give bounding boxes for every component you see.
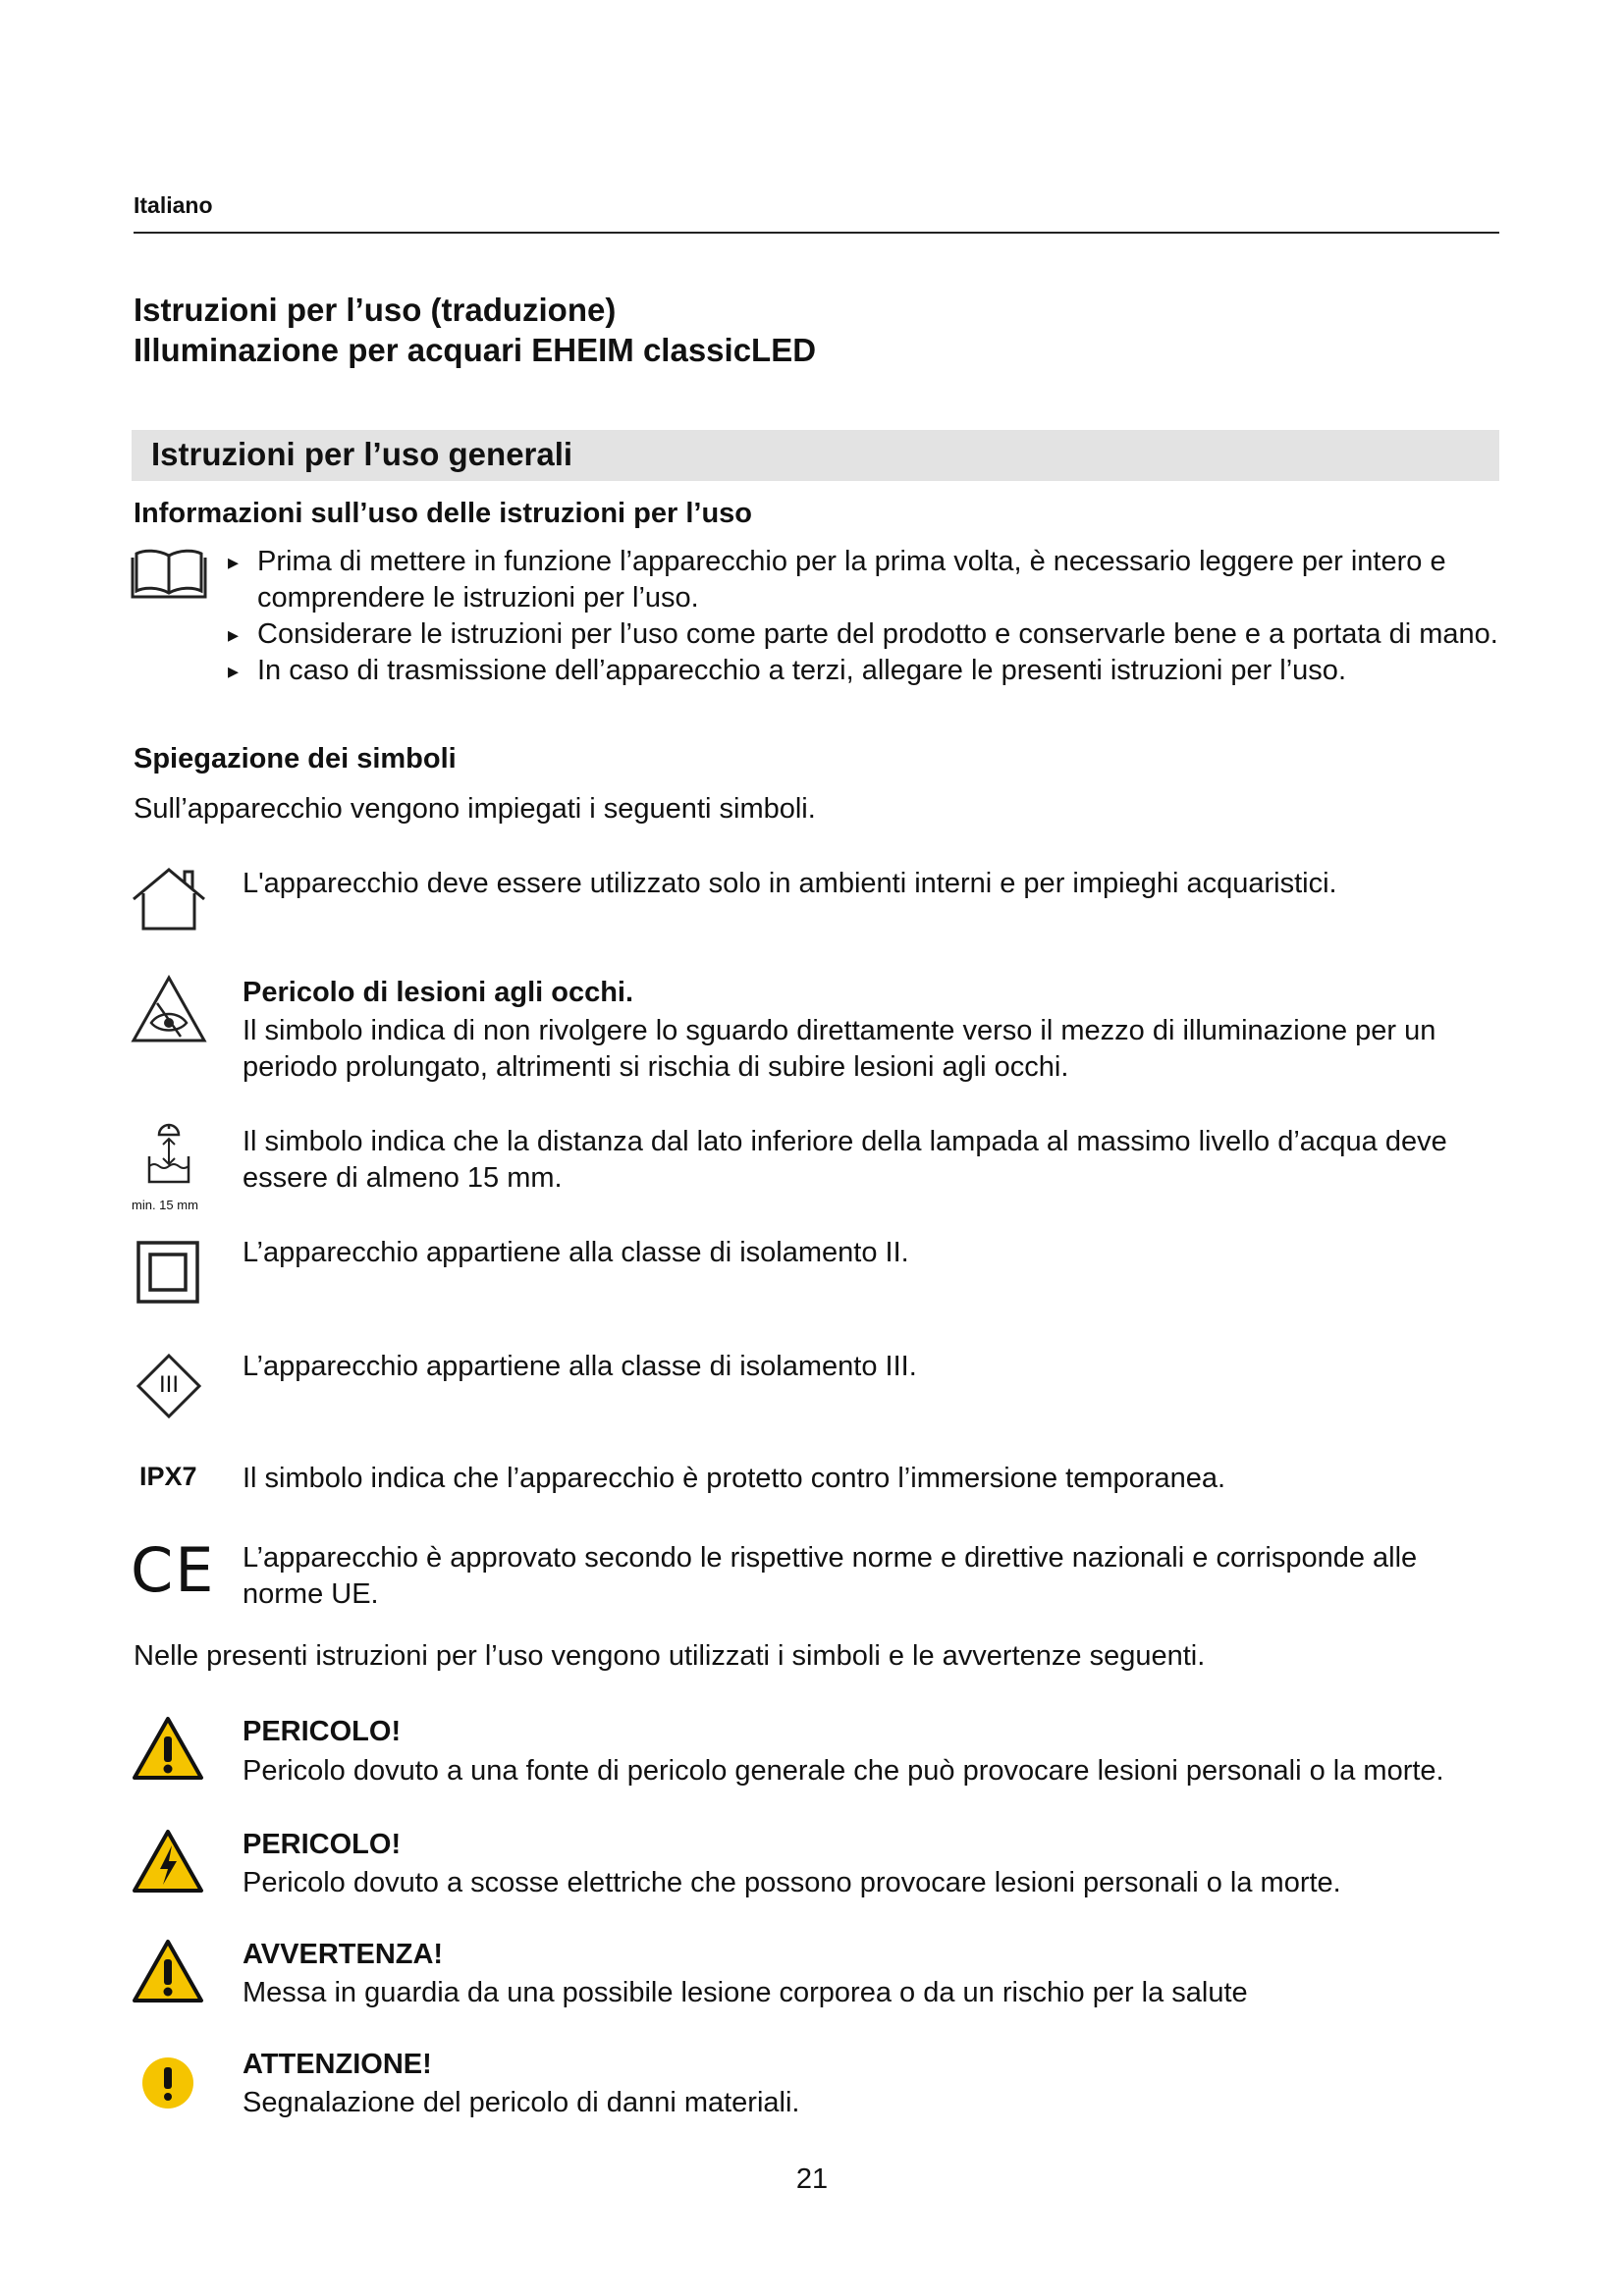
indoor-text: L'apparecchio deve essere utilizzato solo in ambienti interni e per impieghi acquaristici. xyxy=(243,868,1337,899)
symbols-intro: Sull’apparecchio vengono impiegati i seguenti simboli. xyxy=(134,793,816,825)
info-heading: Informazioni sull’uso delle istruzioni per l’uso xyxy=(134,498,753,529)
list-item: ▸ Prima di mettere in funzione l’apparecchio per la prima volta, è necessario leggere per intero e comprendere le istruzioni per l’uso. xyxy=(228,544,1504,616)
list-item: ▸ Considerare le istruzioni per l’uso come parte del prodotto e conservarle bene e a portata di mano. xyxy=(228,616,1504,653)
warning-title: PERICOLO! xyxy=(243,1829,402,1860)
warning-title: AVVERTENZA! xyxy=(243,1939,444,1970)
class-ii-icon xyxy=(136,1241,199,1304)
doc-title: Istruzioni per l’uso (traduzione) xyxy=(134,292,617,328)
list-item: ▸ In caso di trasmissione dell’apparecchio a terzi, allegare le presenti istruzioni per l’uso. xyxy=(228,653,1504,689)
eye-hazard-icon xyxy=(130,974,208,1044)
class-iii-mark: III xyxy=(158,1371,179,1398)
warnings-intro: Nelle presenti istruzioni per l’uso vengono utilizzati i simboli e le avvertenze seguenti. xyxy=(134,1640,1206,1672)
eye-hazard-text: Il simbolo indica di non rivolgere lo sguardo direttamente verso il mezzo di illuminazione per un periodo prolungato, altrimenti si rischia di subire lesioni agli occhi. xyxy=(243,1015,1436,1083)
eye-hazard-title: Pericolo di lesioni agli occhi. xyxy=(243,977,634,1008)
house-icon xyxy=(130,866,208,933)
warning-text: Messa in guardia da una possibile lesione corporea o da un rischio per la salute xyxy=(243,1977,1248,2008)
ce-text: L’apparecchio è approvato secondo le rispettive norme e direttive nazionali e corrisponde alle norme UE. xyxy=(243,1542,1418,1610)
distance-caption: min. 15 mm xyxy=(132,1198,198,1212)
caution-icon xyxy=(140,2056,195,2110)
warning-icon xyxy=(131,1938,205,2004)
info-bullets xyxy=(228,544,1504,689)
section-band xyxy=(132,430,1499,481)
lamp-distance-icon xyxy=(134,1121,204,1186)
section-heading: Istruzioni per l’uso generali xyxy=(151,436,573,472)
book-icon xyxy=(131,546,207,603)
class-iii-text: L’apparecchio appartiene alla classe di isolamento III. xyxy=(243,1351,917,1382)
distance-text: Il simbolo indica che la distanza dal lato inferiore della lampada al massimo livello d’acqua deve essere di almeno 15 mm. xyxy=(243,1126,1447,1194)
warning-title: ATTENZIONE! xyxy=(243,2049,432,2080)
class-ii-text: L’apparecchio appartiene alla classe di isolamento II. xyxy=(243,1237,909,1268)
warning-text: Pericolo dovuto a scosse elettriche che possono provocare lesioni personali o la morte. xyxy=(243,1867,1341,1898)
warning-title: PERICOLO! xyxy=(243,1716,402,1747)
symbols-heading: Spiegazione dei simboli xyxy=(134,743,457,774)
warning-text: Segnalazione del pericolo di danni materiali. xyxy=(243,2087,800,2118)
ipx7-label: IPX7 xyxy=(139,1462,197,1491)
general-danger-icon xyxy=(131,1715,205,1782)
language-label: Italiano xyxy=(134,192,213,218)
ce-mark: CE xyxy=(131,1534,216,1606)
electric-shock-icon xyxy=(131,1828,205,1895)
warning-text: Pericolo dovuto a una fonte di pericolo generale che può provocare lesioni personali o la morte. xyxy=(243,1755,1444,1787)
page-number: 21 xyxy=(795,2163,829,2195)
header-rule xyxy=(134,232,1499,234)
ipx7-text: Il simbolo indica che l’apparecchio è protetto contro l’immersione temporanea. xyxy=(243,1463,1226,1494)
class-iii-icon xyxy=(136,1354,201,1418)
doc-subtitle: Illuminazione per acquari EHEIM classicLED xyxy=(134,332,817,368)
